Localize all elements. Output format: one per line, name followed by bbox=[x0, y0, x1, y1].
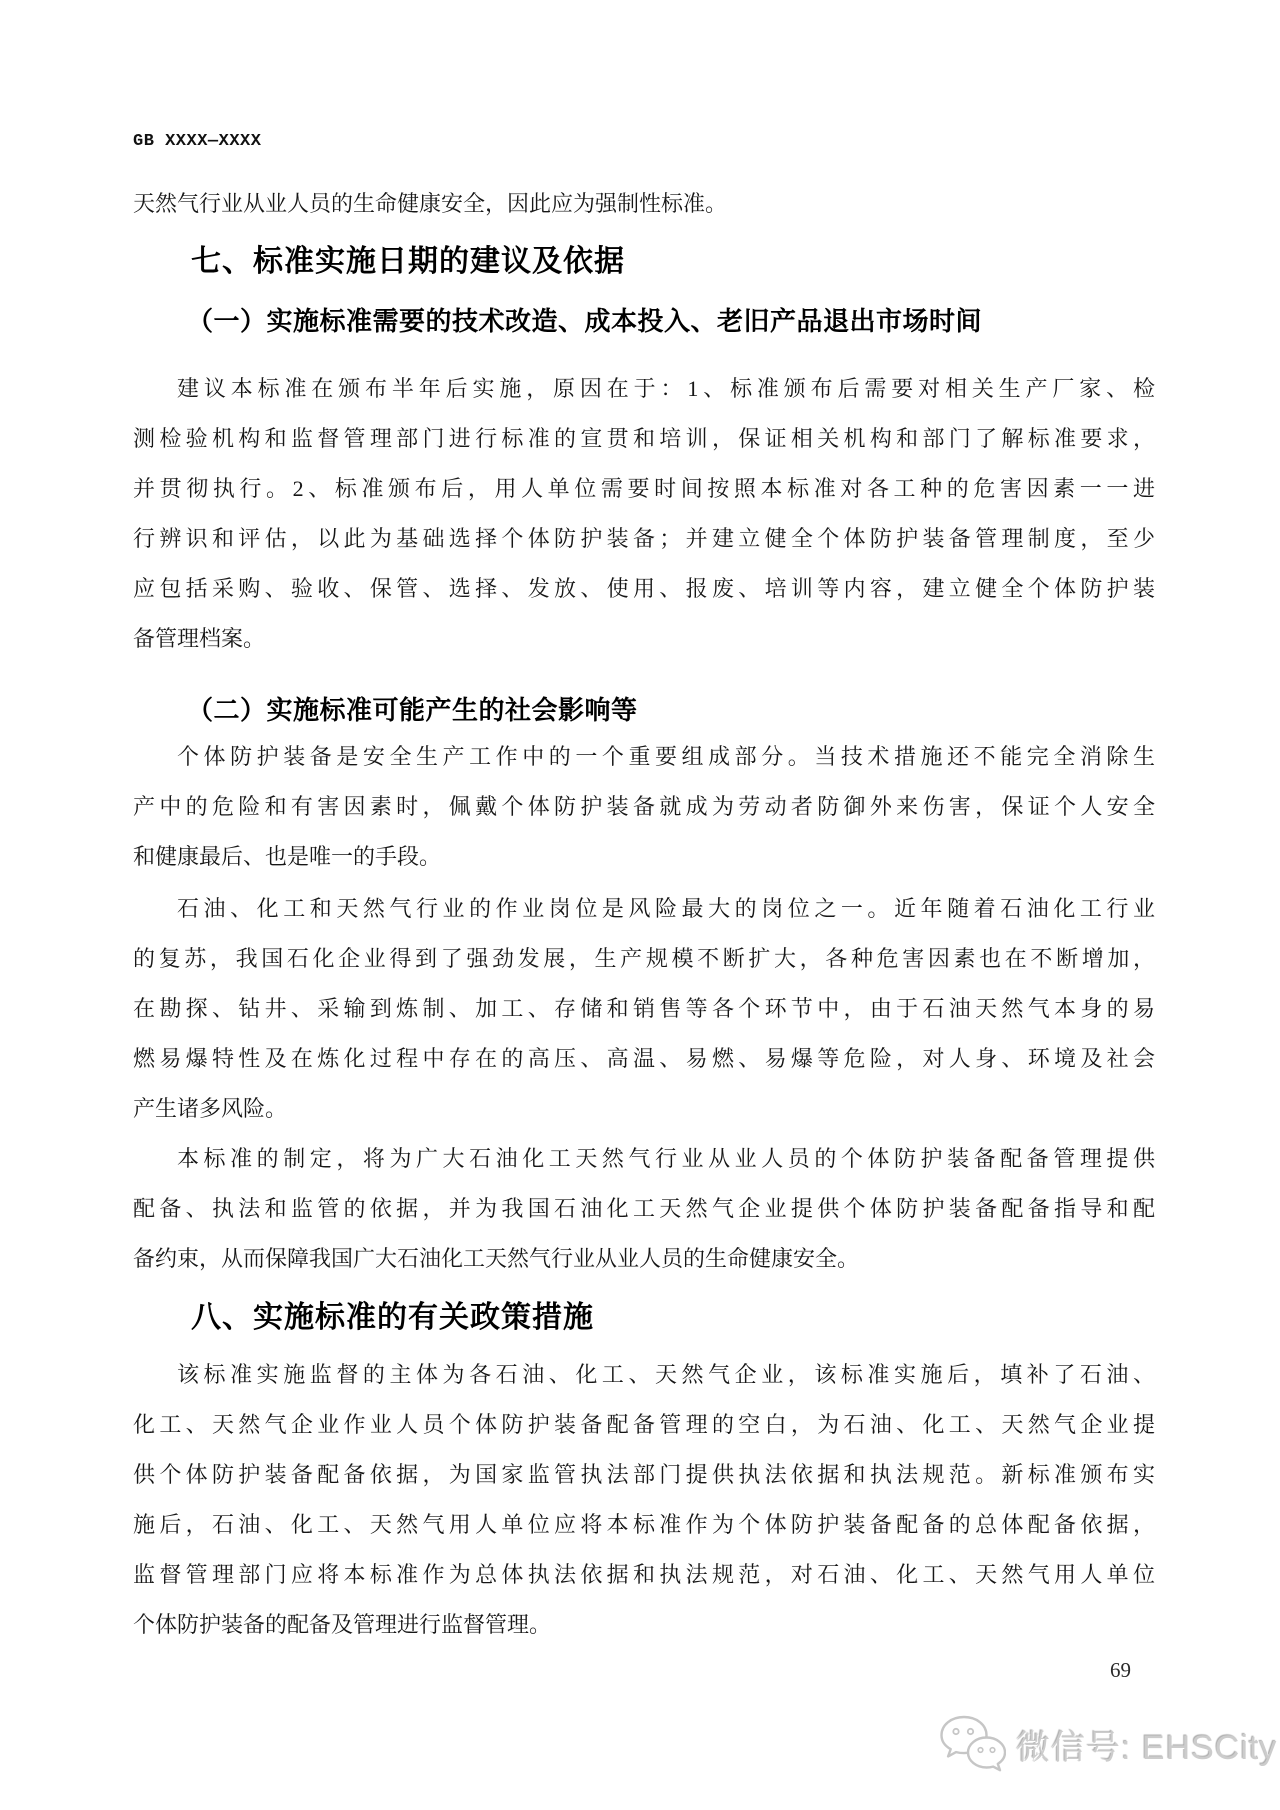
text-line: 个体防护装备是安全生产工作中的一个重要组成部分。当技术措施还不能完全消除生 bbox=[177, 744, 1155, 769]
paragraph-p1 bbox=[133, 364, 1155, 664]
text-line: 施后，石油、化工、天然气用人单位应将本标准作为个体防护装备配备的总体配备依据， bbox=[133, 1512, 1155, 1537]
wechat-watermark bbox=[938, 1714, 1277, 1774]
page-number: 69 bbox=[1110, 1658, 1131, 1682]
text-line: 配备、执法和监管的依据，并为我国石油化工天然气企业提供个体防护装备配备指导和配 bbox=[133, 1196, 1155, 1221]
text-line: 产中的危险和有害因素时，佩戴个体防护装备就成为劳动者防御外来伤害，保证个人安全 bbox=[133, 794, 1155, 819]
document-body bbox=[133, 179, 1155, 1650]
text-line: 备管理档案。 bbox=[133, 626, 266, 651]
paragraph-p5 bbox=[133, 1350, 1155, 1650]
paragraph-p2 bbox=[133, 732, 1155, 882]
text-line: 备约束，从而保障我国广大石油化工天然气行业从业人员的生命健康安全。 bbox=[133, 1246, 860, 1271]
text-line: 测检验机构和监督管理部门进行标准的宣贯和培训，保证相关机构和部门了解标准要求， bbox=[133, 426, 1155, 451]
watermark-label: 微信号: EHSCity bbox=[1016, 1728, 1278, 1767]
text-line: 该标准实施监督的主体为各石油、化工、天然气企业，该标准实施后，填补了石油、 bbox=[177, 1362, 1155, 1387]
text-line: 在勘探、钻井、采输到炼制、加工、存储和销售等各个环节中，由于石油天然气本身的易 bbox=[133, 996, 1155, 1021]
text-line: 石油、化工和天然气行业的作业岗位是风险最大的岗位之一。近年随着石油化工行业 bbox=[177, 896, 1155, 921]
section-heading-h1a: 七、标准实施日期的建议及依据 bbox=[191, 245, 625, 278]
text-line: 建议本标准在颁布半年后实施，原因在于：1、标准颁布后需要对相关生产厂家、检 bbox=[177, 376, 1155, 401]
wechat-icon bbox=[938, 1714, 1006, 1774]
text-line: 行辨识和评估，以此为基础选择个体防护装备；并建立健全个体防护装备管理制度，至少 bbox=[133, 526, 1155, 551]
paragraph-p4 bbox=[133, 1134, 1155, 1284]
text-line: 和健康最后、也是唯一的手段。 bbox=[133, 844, 442, 869]
text-line: 供个体防护装备配备依据，为国家监管执法部门提供执法依据和执法规范。新标准颁布实 bbox=[133, 1462, 1155, 1487]
text-line: 燃易爆特性及在炼化过程中存在的高压、高温、易燃、易爆等危险，对人身、环境及社会 bbox=[133, 1046, 1155, 1071]
text-line: 化工、天然气企业作业人员个体防护装备配备管理的空白，为石油、化工、天然气企业提 bbox=[133, 1412, 1155, 1437]
text-line: 应包括采购、验收、保管、选择、发放、使用、报废、培训等内容，建立健全个体防护装 bbox=[133, 576, 1155, 601]
text-line: 监督管理部门应将本标准作为总体执法依据和执法规范，对石油、化工、天然气用人单位 bbox=[133, 1562, 1155, 1587]
paragraph-p3 bbox=[133, 884, 1155, 1134]
paragraph-p0 bbox=[133, 179, 1155, 229]
section-heading-h2a: （一）实施标准需要的技术改造、成本投入、老旧产品退出市场时间 bbox=[187, 306, 983, 336]
text-line: 的复苏，我国石化企业得到了强劲发展，生产规模不断扩大，各种危害因素也在不断增加， bbox=[133, 946, 1155, 971]
text-line: 本标准的制定，将为广大石油化工天然气行业从业人员的个体防护装备配备管理提供 bbox=[177, 1146, 1155, 1171]
section-heading-h2b: （二）实施标准可能产生的社会影响等 bbox=[187, 695, 638, 725]
text-line: 天然气行业从业人员的生命健康安全，因此应为强制性标准。 bbox=[133, 191, 728, 216]
standard-number-header: GB XXXX—XXXX bbox=[133, 132, 262, 151]
text-line: 产生诸多风险。 bbox=[133, 1096, 288, 1121]
section-heading-h1b: 八、实施标准的有关政策措施 bbox=[191, 1301, 594, 1334]
text-line: 并贯彻执行。2、标准颁布后，用人单位需要时间按照本标准对各工种的危害因素一一进 bbox=[133, 476, 1155, 501]
text-line: 个体防护装备的配备及管理进行监督管理。 bbox=[133, 1612, 552, 1637]
